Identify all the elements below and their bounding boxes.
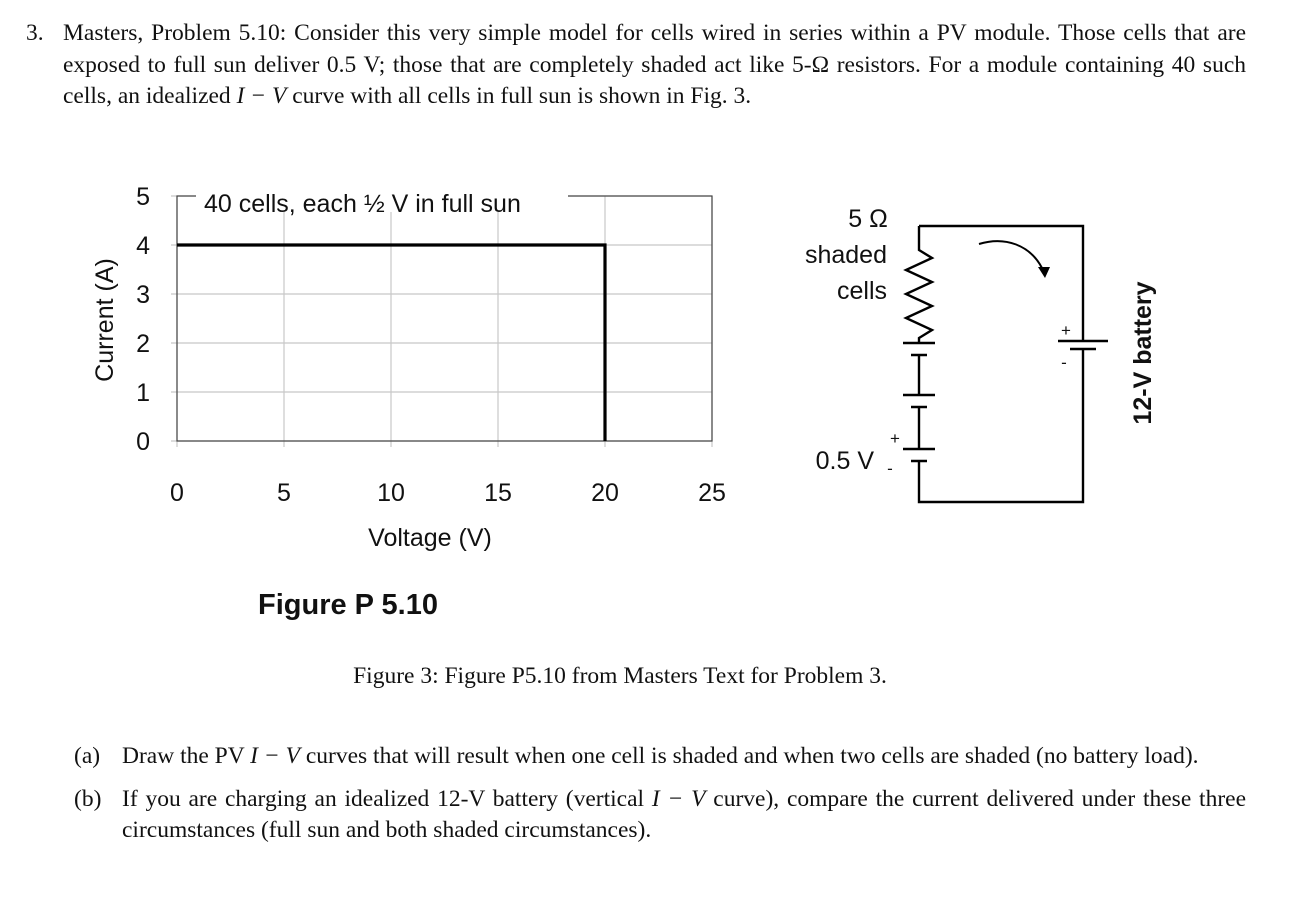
x-tick-label-1: 5 bbox=[277, 479, 291, 507]
x-tick-label-2: 10 bbox=[377, 479, 405, 507]
problem-text-part-2: curve with all cells in full sun is shown in Fig. 3. bbox=[286, 83, 752, 109]
cell-2 bbox=[903, 395, 935, 449]
part-b-math: I − V bbox=[651, 785, 706, 812]
problem-text-math: I − V bbox=[236, 83, 287, 109]
current-direction-arrow bbox=[979, 241, 1042, 268]
battery-minus-sign: - bbox=[1061, 353, 1067, 372]
iv-chart bbox=[91, 183, 726, 552]
cell-1 bbox=[903, 343, 935, 395]
circuit-diagram bbox=[903, 226, 1108, 502]
x-tick-labels bbox=[170, 479, 726, 507]
y-tick-label-4: 4 bbox=[136, 232, 150, 260]
arrow-head bbox=[1038, 267, 1050, 278]
resistor-label-line1: shaded bbox=[804, 241, 887, 269]
part-a-math: I − V bbox=[250, 743, 300, 769]
y-tick-label-5: 5 bbox=[136, 183, 150, 211]
y-tick-labels bbox=[136, 183, 150, 456]
circuit-wire-top bbox=[919, 226, 1083, 341]
problem-number: 3. bbox=[26, 20, 44, 46]
x-tick-label-5: 25 bbox=[698, 479, 726, 507]
figure-caption: Figure 3: Figure P5.10 from Masters Text for Problem 3. bbox=[353, 663, 887, 689]
battery-symbol bbox=[1058, 341, 1108, 349]
x-tick-label-3: 15 bbox=[484, 479, 512, 507]
y-tick-label-0: 0 bbox=[136, 428, 150, 456]
y-axis-label: Current (A) bbox=[91, 258, 119, 382]
part-a-label: (a) bbox=[74, 743, 101, 769]
circuit-wire-bottom bbox=[919, 349, 1083, 502]
resistor-label-value: 5 Ω bbox=[848, 205, 888, 233]
problem-text-part-1: Masters, Problem 5.10: Consider this very simple model for cells wired in series within a PV module. Those cells that are exposed to full sun deliver 0.5 V; those that are completely shaded act like 5-Ω resistors. For a module containing 40 such cells, an idealized bbox=[63, 20, 1246, 109]
cell-3 bbox=[903, 449, 935, 466]
cell-plus-sign: + bbox=[890, 429, 900, 448]
y-tick-label-1: 1 bbox=[136, 379, 150, 407]
x-tick-label-0: 0 bbox=[170, 479, 184, 507]
cell-minus-sign: - bbox=[887, 459, 893, 478]
battery-plus-sign: + bbox=[1061, 321, 1071, 340]
part-b-text-2: curve), compare the current delivered under these three circumstances (full sun and both shaded circumstances). bbox=[122, 785, 1247, 843]
battery-label: 12-V battery bbox=[1129, 281, 1157, 425]
x-axis-label: Voltage (V) bbox=[368, 524, 492, 552]
y-tick-label-2: 2 bbox=[136, 330, 150, 358]
y-tick-label-3: 3 bbox=[136, 281, 150, 309]
chart-grid bbox=[171, 196, 712, 447]
chart-plot-frame bbox=[177, 196, 712, 441]
part-a-text-1: Draw the PV bbox=[122, 743, 251, 769]
part-b-label: (b) bbox=[74, 785, 102, 812]
part-b bbox=[74, 784, 1246, 847]
cell-voltage-label: 0.5 V bbox=[815, 447, 874, 475]
part-b-text-1: If you are charging an idealized 12-V battery (vertical bbox=[122, 785, 652, 812]
resistor-label-line2: cells bbox=[836, 277, 887, 305]
x-tick-label-4: 20 bbox=[591, 479, 619, 507]
part-a-text-2: curves that will result when one cell is shaded and when two cells are shaded (no battery load). bbox=[299, 743, 1199, 769]
figure-title: Figure P 5.10 bbox=[258, 589, 438, 621]
problem-parts bbox=[74, 741, 1246, 858]
part-a bbox=[74, 741, 1246, 773]
resistor-zigzag bbox=[906, 226, 932, 343]
chart-title: 40 cells, each ½ V in full sun bbox=[204, 190, 521, 218]
